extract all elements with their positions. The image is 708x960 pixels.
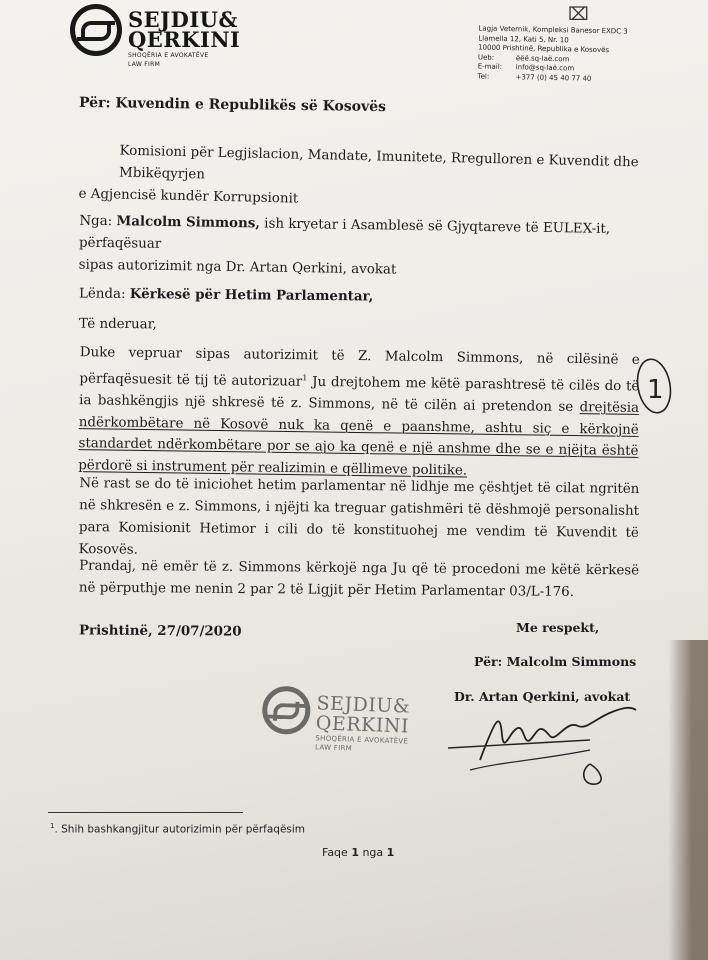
address-phone: Tel: +377 (0) 45 40 77 40	[477, 71, 592, 83]
closing-on-behalf: Për: Malcolm Simmons	[474, 654, 637, 669]
paragraph-2: Në rast se do të iniciohet hetim parlamentar në lidhje me çështjet të cilat ngritën në shkresën e z. Simmons, i njëjti ka treguar gatishmëri të dëshmojë personalisht para Komisionit Hetimor i cili do të konstituohej me vendim të Kuvendit të Kosovës.	[78, 476, 640, 558]
page-number: Faqe 1 nga 1	[322, 846, 395, 859]
greeting: Të nderuar,	[78, 316, 157, 333]
stamp-name-line2: QERKINI	[315, 712, 410, 738]
firm-stamp	[261, 685, 411, 754]
subject-line: Lënda: Kërkesë për Hetim Parlamentar,	[78, 285, 374, 305]
address-line: 10000 Prishtinë, Republika e Kosovës	[478, 43, 610, 55]
handwritten-signature	[440, 700, 640, 795]
paragraph-1: Duke vepruar sipas autorizimit të Z. Malcolm Simmons, në cilësinë e përfaqësuesit të tij të autorizuar$^1$ Ju drejtohem me këtë parashtresë të cilës do të ia bashkëngjis një shkresë të z. Simmons, në të cilën ai pretendon se drejtësia ndërkombëtare në Kosovë nuk ka qenë e paanshme, ashtu siç e kërkojnë standardet ndërkombëtare por se ajo ka qenë e një anshme dhe se e njëjta është përdorë si instrument për realizimin e qëllimeve politike.	[78, 345, 640, 479]
logo-name-line1: SEJDIU&	[128, 7, 238, 32]
law-firm-logo	[70, 4, 240, 68]
handwritten-one: 1	[647, 375, 664, 405]
address-web: Ueb: ëëë.sq-laë.com	[477, 52, 570, 63]
address-email: E-mail: info@sq-laë.com	[477, 62, 575, 73]
stamp-name-line1: SEJDIU&	[316, 692, 411, 718]
address-line: Lagja Veternik, Kompleksi Banesor EXDC 3	[478, 24, 628, 36]
footnote: $^1$. Shih bashkangjitur autorizimin për përfaqësim	[50, 822, 306, 836]
stamp-s-mark-icon	[261, 685, 311, 735]
stamp-subtitle-2: LAW FIRM	[314, 743, 353, 753]
logo-name-line2: QERKINI	[128, 27, 241, 52]
stamp-subtitle-1: SHOQËRIA E AVOKATËVE	[315, 734, 409, 746]
closing-regards: Me respekt,	[516, 620, 600, 635]
firm-address	[477, 24, 627, 84]
logo-s-mark-icon	[70, 4, 122, 56]
logo-subtitle-1: SHOQËRIA E AVOKATËVE	[128, 52, 209, 59]
photo-background-edge	[668, 640, 708, 960]
handwritten-circle-mark	[632, 356, 680, 420]
commission-name: Komisioni për Legjislacion, Mandate, Imunitete, Rregulloren e Kuvendit dhe Mbikëqyrjen e Agjencisë kundër Korrupsionit	[78, 143, 639, 207]
addressee: Për: Kuvendin e Republikës së Kosovës	[78, 94, 387, 116]
address-line: Llamella 12, Kati 5, Nr. 10	[478, 33, 569, 44]
underlined-claim: drejtësia ndërkombëtare në Kosovë nuk ka qenë e paanshme, ashtu siç e kërkojnë standardet ndërkombëtare por se ajo ka qenë e një anshme dhe se e njëjta është përdorë si instrument për realizimin e qëllimeve politike.	[78, 399, 640, 479]
paragraph-3: Prandaj, në emër të z. Simmons kërkojë nga Ju që të procedoni me këtë kërkesë në përputhje me nenin 2 par 2 të Ligjit për Hetim Parlamentar 03/L-176.	[78, 558, 640, 600]
emblem-icon: ⌧	[568, 4, 589, 25]
logo-subtitle-2: LAW FIRM	[128, 61, 161, 68]
footnote-divider	[48, 812, 243, 813]
from-line: Nga: Malcolm Simmons, ish kryetar i Asamblesë së Gjyqtareve të EULEX-it, përfaqësuar sipas autorizimit nga Dr. Artan Qerkini, avokat	[78, 213, 611, 278]
letter-date: Prishtinë, 27/07/2020	[78, 622, 242, 640]
signatory-name: Dr. Artan Qerkini, avokat	[454, 689, 631, 704]
